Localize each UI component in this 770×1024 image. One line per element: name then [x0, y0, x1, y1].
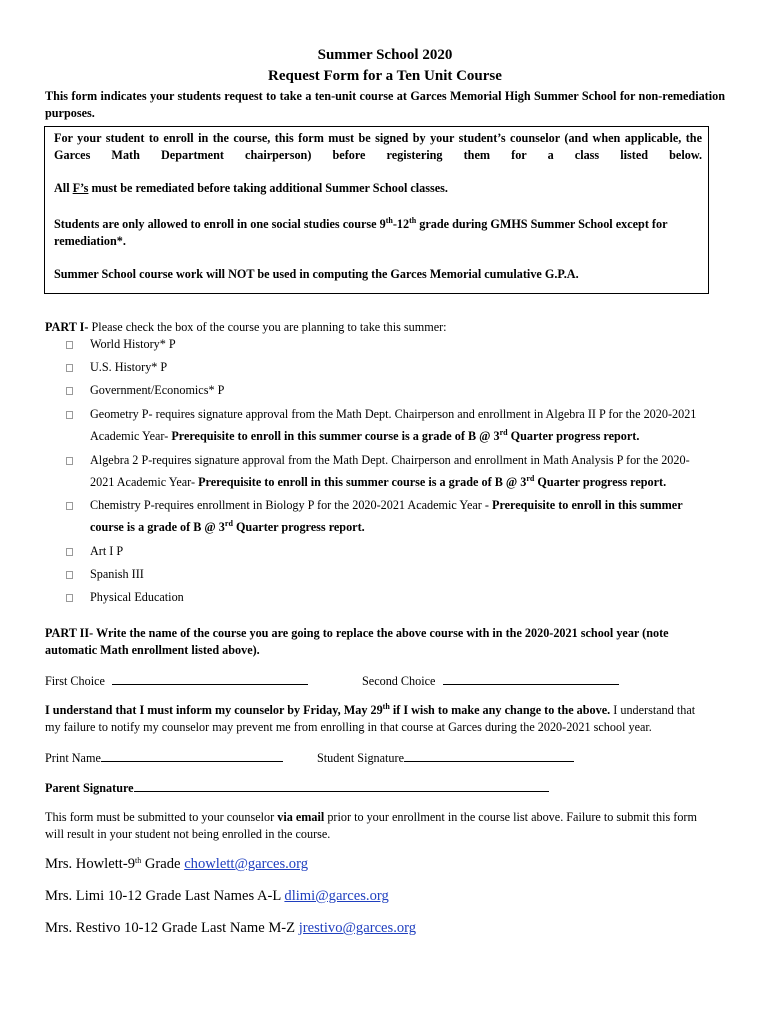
checkbox-physical-education[interactable]: [66, 594, 73, 602]
course-physical-education: Physical Education: [90, 590, 184, 604]
course-art: Art I P: [90, 544, 124, 558]
submission-line1: This form must be submitted to your counselor via email prior to your enrollment in the course list above. Failure to submit this form: [45, 810, 697, 824]
email-link-restivo[interactable]: jrestivo@garces.org: [298, 920, 417, 936]
checkbox-us-history[interactable]: [66, 364, 73, 372]
course-chemistry: Chemistry P-requires enrollment in Biology P for the 2020-2021 Academic Year - Prerequisite to enroll in this summer: [90, 498, 683, 512]
part1-heading: PART I- Please check the box of the course you are planning to take this summer:: [45, 320, 447, 334]
notice-gpa: Summer School course work will NOT be used in computing the Garces Memorial cumulative G.P.A.: [54, 267, 579, 281]
print-name-row: [45, 750, 283, 766]
page-subtitle: Request Form for a Ten Unit Course: [268, 68, 502, 84]
course-spanish: Spanish III: [90, 567, 144, 581]
email-link-limi[interactable]: dlimi@garces.org: [284, 888, 389, 904]
acknowledgement-line1: I understand that I must inform my counselor by Friday, May 29th if I wish to make any change to the above. I understand that: [45, 702, 696, 717]
counselor-howlett: Mrs. Howlett-9th Grade chowlett@garces.org: [45, 856, 308, 872]
course-algebra-2: Algebra 2 P-requires signature approval from the Math Dept. Chairperson and enrollment in Math Analysis P for the 2020-: [90, 453, 690, 467]
checkbox-chemistry[interactable]: [66, 502, 73, 510]
course-geometry: Geometry P- requires signature approval from the Math Dept. Chairperson and enrollment in Algebra II P for the 2020-2021: [90, 407, 697, 421]
page-title: Summer School 2020: [317, 47, 453, 63]
course-government-economics: Government/Economics* P: [90, 383, 225, 397]
second-choice-row: [362, 673, 619, 689]
course-chemistry-prerequisite: course is a grade of B @ 3rd Quarter progress report.: [90, 519, 365, 534]
student-signature-label: Student Signature: [317, 751, 404, 765]
first-choice-field[interactable]: [112, 673, 308, 685]
notice-remediation: All F’s must be remediated before taking additional Summer School classes.: [54, 181, 448, 195]
checkbox-world-history[interactable]: [66, 341, 73, 349]
course-us-history: U.S. History* P: [90, 360, 168, 374]
first-choice-row: [45, 673, 308, 689]
email-link-howlett[interactable]: chowlett@garces.org: [184, 856, 308, 872]
counselor-restivo: Mrs. Restivo 10-12 Grade Last Name M-Z jrestivo@garces.org: [45, 920, 417, 936]
notice-social-studies: Students are only allowed to enroll in one social studies course 9th-12th grade during GMHS Summer School except for remediation*.: [54, 216, 668, 248]
course-geometry-prerequisite: Academic Year- Prerequisite to enroll in this summer course is a grade of B @ 3rd Quarter progress report.: [90, 428, 640, 443]
parent-signature-field[interactable]: [134, 780, 549, 792]
submission-line2: will result in your student not being enrolled in the course.: [45, 827, 331, 841]
checkbox-government-economics[interactable]: [66, 387, 73, 395]
course-algebra-2-prerequisite: 2021 Academic Year- Prerequisite to enroll in this summer course is a grade of B @ 3rd Quarter progress report.: [90, 474, 667, 489]
parent-signature-row: [45, 780, 549, 796]
notice-signature-requirement: For your student to enroll in the course, this form must be signed by your student’s counselor (and when applicable, the Garces Math Department chairperson) before registering them for a class listed below.: [54, 131, 702, 162]
student-signature-row: [317, 750, 574, 766]
checkbox-art[interactable]: [66, 548, 73, 556]
checkbox-spanish[interactable]: [66, 571, 73, 579]
print-name-field[interactable]: [101, 750, 283, 762]
parent-signature-label: Parent Signature: [45, 781, 134, 795]
checkbox-geometry[interactable]: [66, 411, 73, 419]
checkbox-algebra-2[interactable]: [66, 457, 73, 465]
print-name-label: Print Name: [45, 751, 101, 765]
counselor-limi: Mrs. Limi 10-12 Grade Last Names A-L dlimi@garces.org: [45, 888, 389, 904]
part2-heading: PART II- Write the name of the course you are going to replace the above course with in the 2020-2021 school year (note: [45, 626, 669, 640]
acknowledgement-line2: my failure to notify my counselor may prevent me from enrolling in that course at Garces during the 2020-2021 school year.: [45, 720, 652, 734]
part2-note: automatic Math enrollment listed above).: [45, 643, 260, 657]
intro-text: This form indicates your students request to take a ten-unit course at Garces Memorial High Summer School for non-remediation purposes.: [45, 89, 725, 120]
first-choice-label: First Choice: [45, 674, 105, 688]
course-world-history: World History* P: [90, 337, 176, 351]
second-choice-field[interactable]: [443, 673, 619, 685]
second-choice-label: Second Choice: [362, 674, 436, 688]
student-signature-field[interactable]: [404, 750, 574, 762]
